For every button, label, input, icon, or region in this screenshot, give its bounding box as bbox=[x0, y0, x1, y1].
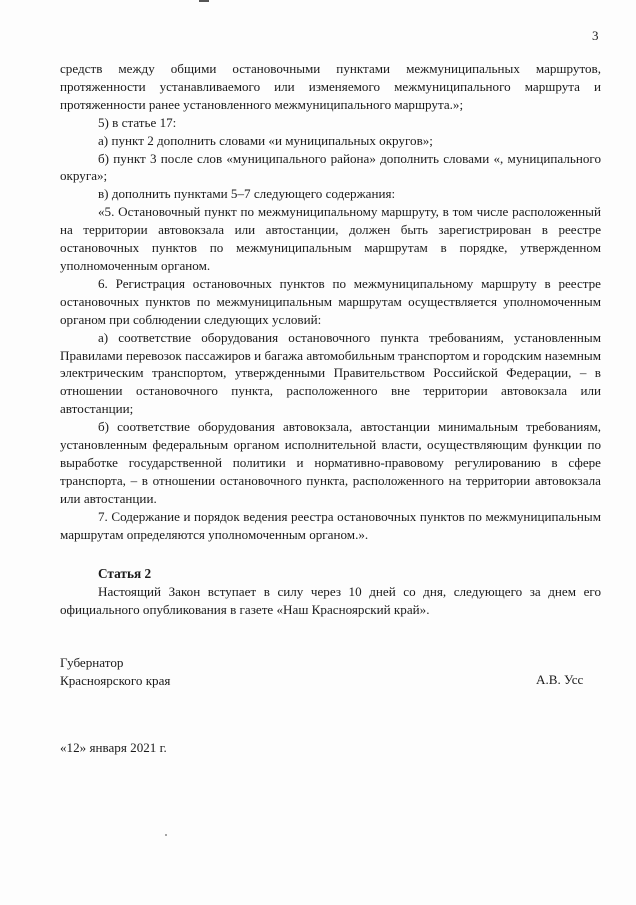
signatory-name: А.В. Усс bbox=[536, 672, 584, 687]
scan-mark bbox=[199, 0, 209, 2]
paragraph: «5. Остановочный пункт по межмуниципальному маршруту, в том числе расположенный на территории автовокзала или автостанции, должен быть зарегистрирован в реестре остановочных пунктов по межмуниципальным маршрутам в порядке, утвержденном уполномоченным органом. bbox=[60, 204, 601, 273]
paragraph: 6. Регистрация остановочных пунктов по межмуниципальному маршруту в реестре остановочных пунктов по межмуниципальным маршрутам осуществляется уполномоченным органом при соблюдении следующих условий: bbox=[60, 275, 601, 327]
paragraph: а) соответствие оборудования остановочного пункта требованиям, установленным Правилами перевозок пассажиров и багажа автомобильным транспортом и городским наземным электрическим транспортом, утвержденными Правительством Российской Федерации, – в отношении остановочного пункта, расположенного вне территории автовокзала или автостанции; bbox=[60, 329, 601, 417]
paragraph: средств между общими остановочными пунктами межмуниципальных маршрутов, протяженности устанавливаемого или изменяемого межмуниципального маршрута и протяженности ранее установленного межмуниципального маршрута.»; bbox=[60, 61, 601, 112]
page-number: 3 bbox=[592, 28, 599, 43]
signatory-title-line: Губернатор bbox=[60, 655, 124, 670]
article-body bbox=[60, 583, 601, 619]
paragraph: 5) в статье 17: bbox=[98, 114, 177, 130]
paragraph: а) пункт 2 дополнить словами «и муниципальных округов»; bbox=[98, 132, 433, 148]
scan-speck bbox=[165, 834, 167, 836]
document-date: «12» января 2021 г. bbox=[60, 740, 167, 755]
signatory-title bbox=[60, 654, 170, 690]
signatory-title-line: Красноярского края bbox=[60, 673, 171, 688]
paragraph: б) пункт 3 после слов «муниципального района» дополнить словами «, муниципального округа»; bbox=[60, 150, 601, 184]
paragraph: б) соответствие оборудования автовокзала, автостанции минимальным требованиям, установленным федеральным органом исполнительной власти, осуществляющим функции по выработке государственной политики и нормативно-правовому регулированию в сфере транспорта, – в отношении остановочного пункта, расположенного на территории автовокзала или автостанции. bbox=[60, 419, 601, 506]
article-title: Статья 2 bbox=[98, 566, 152, 581]
paragraph: Настоящий Закон вступает в силу через 10 дней со дня, следующего за днем его официального опубликования в газете «Наш Красноярский край». bbox=[60, 584, 601, 617]
paragraph: в) дополнить пунктами 5–7 следующего содержания: bbox=[98, 186, 396, 202]
law-text-body bbox=[60, 60, 601, 543]
paragraph: 7. Содержание и порядок ведения реестра остановочных пунктов по межмуниципальным маршрутам определяются уполномоченным органом.». bbox=[60, 508, 601, 542]
